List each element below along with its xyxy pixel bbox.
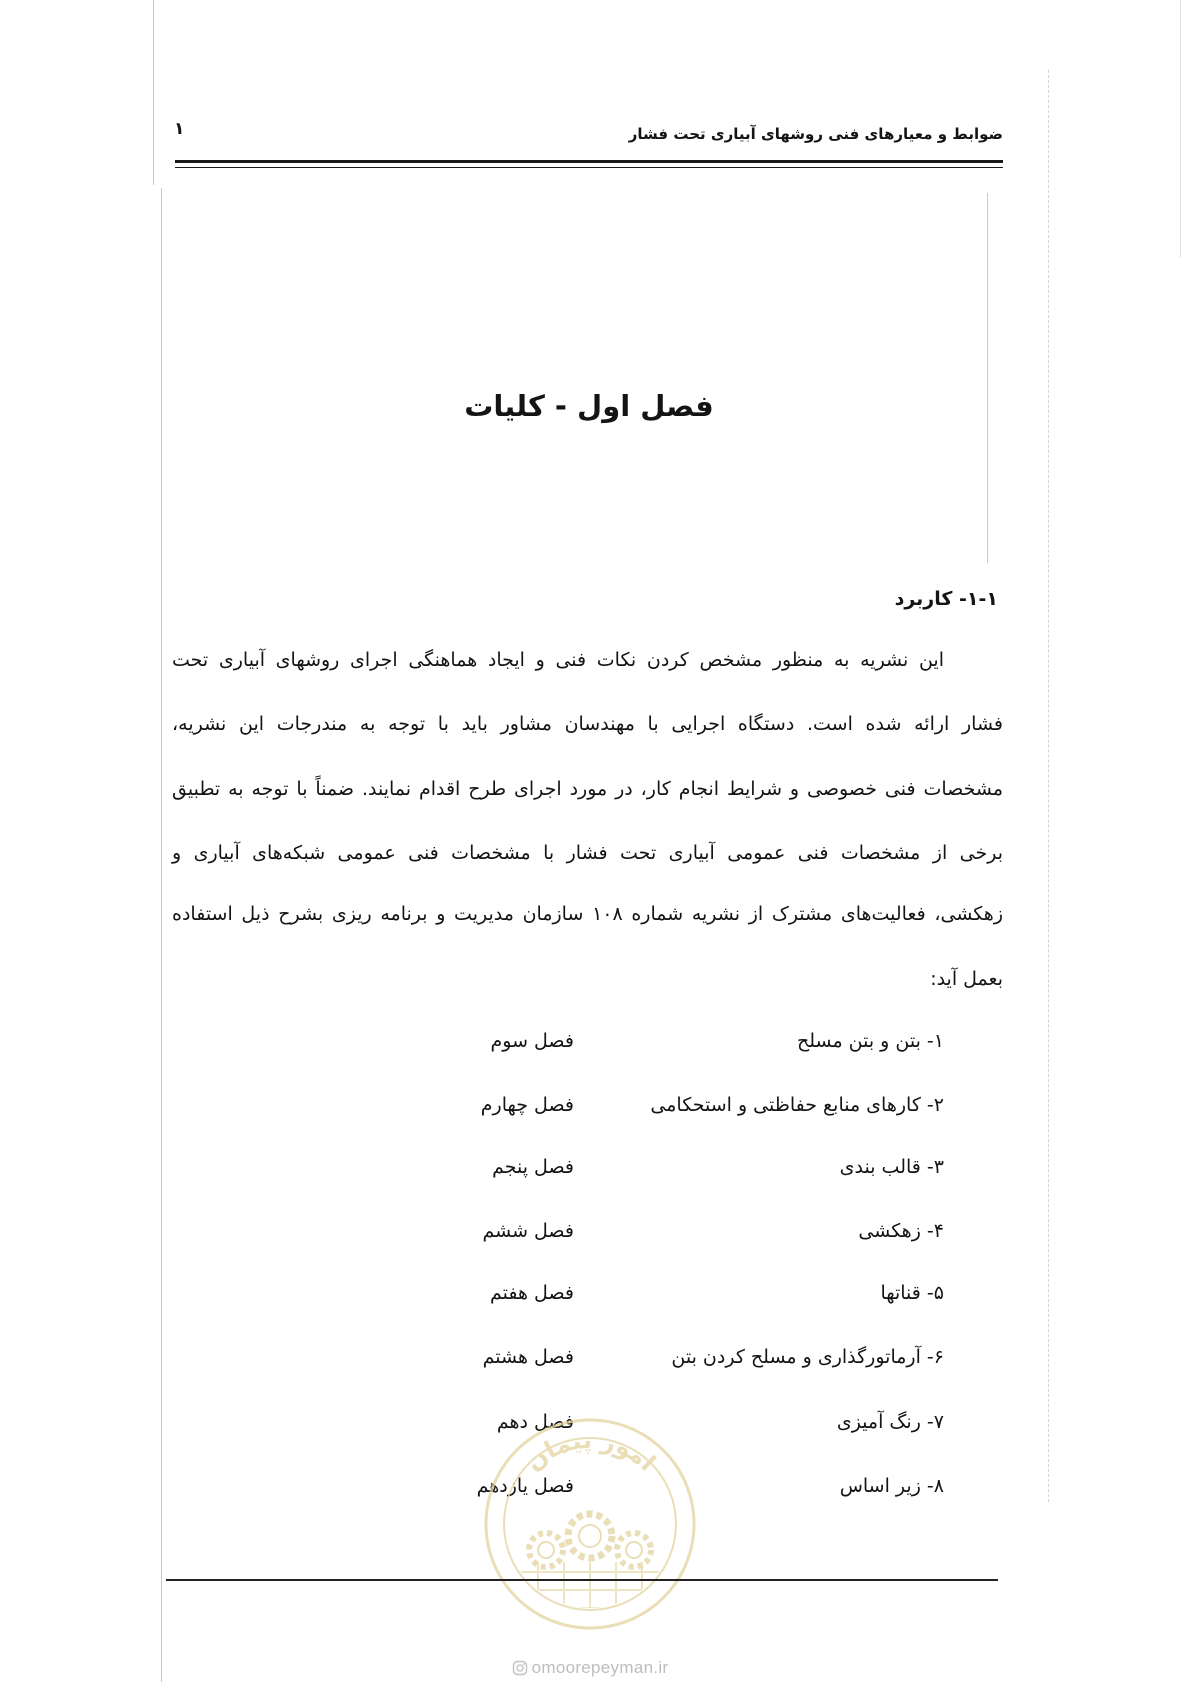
instagram-icon [512,1660,528,1676]
list-item [380,1152,944,1182]
chapter-title: فصل اول - کلیات [464,389,714,423]
list-item-label: ۲- کارهای منابع حفاظتی و استحکامی [650,1094,944,1116]
header-rule-thin [175,167,1003,168]
watermark-url-text: omoorepeyman.ir [531,1658,669,1677]
paragraph-line: مشخصات فنی خصوصی و شرایط انجام کار، در مورد اجرای طرح اقدام نمایند. ضمناً با توجه به تطبیق [172,778,1003,800]
paragraph-line: فشار ارائه شده است. دستگاه اجرایی با مهندسان مشاور باید با توجه به مندرجات این نشریه، [172,713,1003,735]
list-item-chapter: فصل ششم [482,1220,574,1242]
list-item-label: ۷- رنگ آمیزی [836,1411,944,1433]
list-item-label: ۵- قناتها [880,1282,944,1304]
paragraph-line: این نشریه به منظور مشخص کردن نکات فنی و ایجاد هماهنگی اجرای روشهای آبیاری تحت [172,649,944,671]
header-rule-thick [175,160,1003,163]
seal-text: امور پیمان [519,1425,662,1477]
scan-edge-line-far-right [1180,0,1181,258]
footer-rule [166,1579,998,1581]
list-item-chapter: فصل پنجم [492,1156,574,1178]
list-item-chapter: فصل هفتم [490,1282,574,1304]
scan-edge-line-left [161,188,162,1682]
list-item [380,1090,944,1120]
scan-edge-line-right [1048,70,1050,1502]
paragraph-line: برخی از مشخصات فنی عمومی آبیاری تحت فشار با مشخصات فنی عمومی شبکه‌های آبیاری و [172,842,1003,864]
list-item [380,1216,944,1246]
list-item-chapter: فصل هشتم [482,1346,574,1368]
list-item [380,1278,944,1308]
list-item-label: ۱- بتن و بتن مسلح [796,1030,944,1052]
list-item [380,1026,944,1056]
page-number: ۱ [174,119,185,139]
list-item-label: ۴- زهکشی [858,1220,944,1242]
paragraph-line: بعمل آید: [930,968,1003,990]
list-item-chapter: فصل چهارم [480,1094,574,1116]
section-heading: ۱-۱- کاربرد [894,588,998,610]
list-item-chapter: فصل سوم [490,1030,574,1052]
running-header-title: ضوابط و معیارهای فنی روشهای آبیاری تحت فشار [628,125,1003,143]
list-item-chapter: فصل یازدهم [476,1475,574,1497]
list-item [380,1342,944,1372]
list-item-label: ۳- قالب بندی [839,1156,944,1178]
watermark-url [470,1658,710,1678]
paragraph-line: زهکشی، فعالیت‌های مشترک از نشریه شماره ۱۰۸ سازمان مدیریت و برنامه ریزی بشرح ذیل استفاده [172,903,1003,925]
scan-edge-line-left-top [153,0,154,185]
seal-watermark [478,1412,702,1636]
list-item-chapter: فصل دهم [496,1411,574,1433]
list-item-label: ۶- آرماتورگذاری و مسلح کردن بتن [671,1346,944,1368]
list-item-label: ۸- زیر اساس [839,1475,944,1497]
scan-edge-line-inner-right [987,193,988,563]
